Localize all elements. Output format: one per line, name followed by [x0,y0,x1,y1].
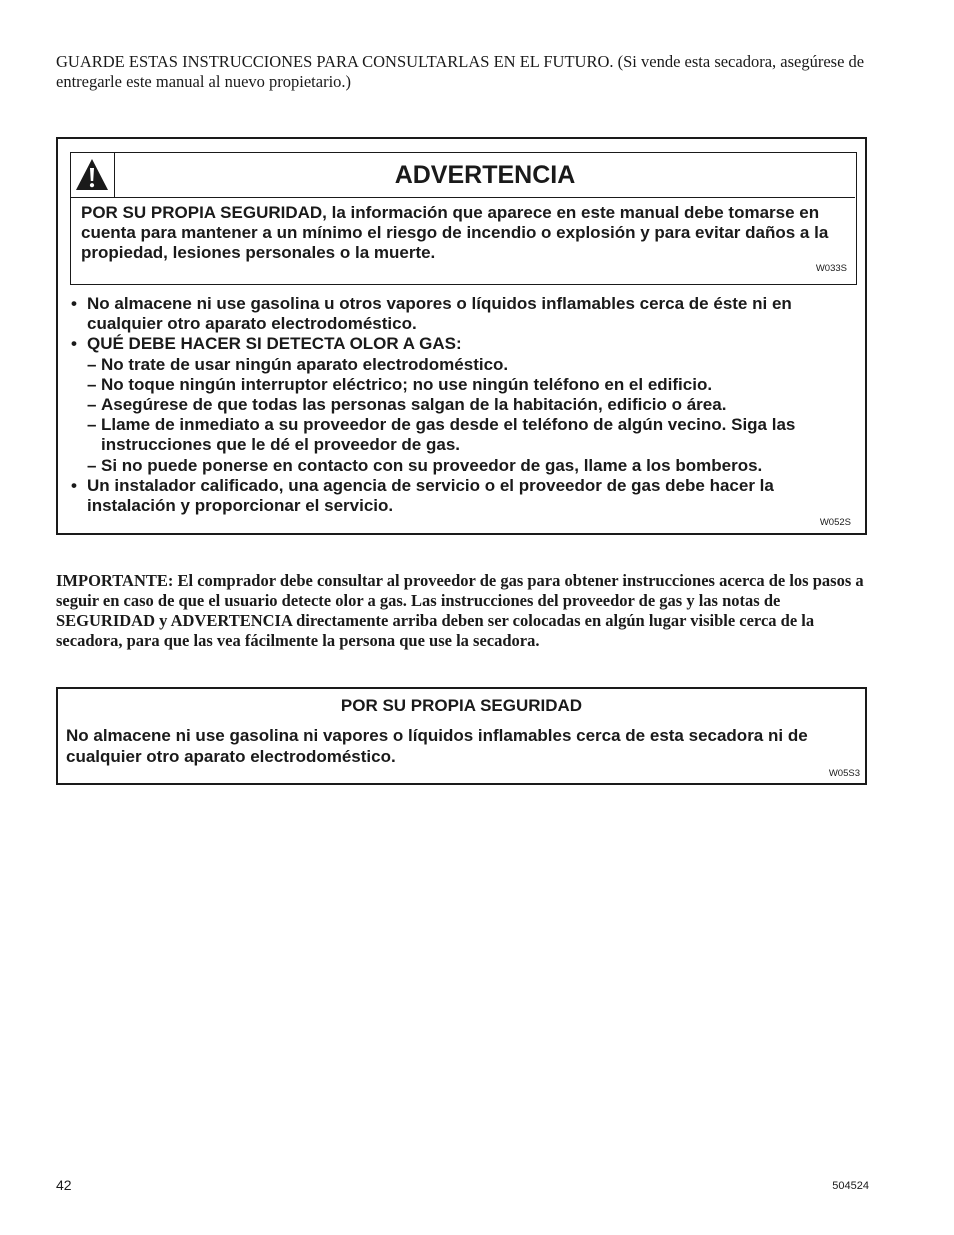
safety-title: POR SU PROPIA SEGURIDAD [340,696,583,715]
list-item [71,334,861,354]
intro-text: GUARDE ESTAS INSTRUCCIONES PARA CONSULTARLAS EN EL FUTURO. (Si vende esta secadora, asegúrese de entregarle este manual al nuevo propietario.) [56,52,865,91]
important-text: El comprador debe consultar al proveedor de gas para obtener instrucciones acerca de los pasos a seguir en caso de que el usuario detecte olor a gas. Las instrucciones del proveedor de gas y las notas de SEGURIDAD y ADVERTENCIA directamente arriba deben ser colocadas en algún lugar visible cerca de la secadora, para que las vea fácilmente la persona que use la secadora. [56,571,864,650]
safety-body: No almacene ni use gasolina ni vapores o líquidos inflamables cerca de esta secadora ni de cualquier otro aparato electrodoméstico. [66,726,808,766]
warning-list-code: W052S [819,517,851,528]
warning-header-box [70,152,857,285]
sub-list-item [71,375,861,395]
list-item-text: QUÉ DEBE HACER SI DETECTA OLOR A GAS: [87,334,462,354]
warning-list [71,294,861,516]
bullet-mark: • [71,334,77,354]
dash-mark: – [87,374,97,394]
important-label: IMPORTANTE: [56,571,174,590]
bullet-mark: • [71,294,77,313]
list-item [71,294,861,334]
sub-list-item [71,456,861,476]
sub-list-item-text: Llame de inmediato a su proveedor de gas desde el teléfono de algún vecino. Siga las instrucciones que le dé el proveedor de gas. [101,415,796,455]
page-number: 42 [56,1177,72,1193]
warning-header [71,153,855,198]
dash-mark: – [87,415,97,435]
warning-triangle-icon [71,153,115,197]
sub-list-item-text: Asegúrese de que todas las personas salgan de la habitación, edificio o área. [101,395,727,415]
warning-intro: POR SU PROPIA SEGURIDAD, la información que aparece en este manual debe tomarse en cuenta para mantener a un mínimo el riesgo de incendio o explosión y para evitar daños a la propiedad, lesiones personales o la muerte. [81,203,829,262]
safety-box [56,687,867,785]
sub-list-item [71,395,861,415]
warning-title: ADVERTENCIA [394,161,576,189]
dash-mark: – [87,354,97,374]
warning-intro-code: W033S [815,263,847,274]
document-number: 504524 [832,1180,869,1192]
bullet-mark: • [71,475,77,495]
sub-list-item-text: No toque ningún interruptor eléctrico; no use ningún teléfono en el edificio. [101,374,713,394]
dash-mark: – [87,455,97,475]
safety-code: W05S3 [828,768,860,779]
sub-list-item-text: No trate de usar ningún aparato electrodoméstico. [101,354,509,374]
important-note [56,571,871,651]
sub-list-item-text: Si no puede ponerse en contacto con su proveedor de gas, llame a los bomberos. [101,455,763,475]
sub-list-item [71,355,861,375]
list-item-text: No almacene ni use gasolina u otros vapores o líquidos inflamables cerca de éste ni en cualquier otro aparato electrodoméstico. [87,294,792,334]
dash-mark: – [87,395,97,415]
list-item [71,476,861,516]
list-item-text: Un instalador calificado, una agencia de servicio o el proveedor de gas debe hacer la instalación y proporcionar el servicio. [87,475,774,516]
sub-list-item [71,415,861,455]
warning-box [56,137,867,535]
